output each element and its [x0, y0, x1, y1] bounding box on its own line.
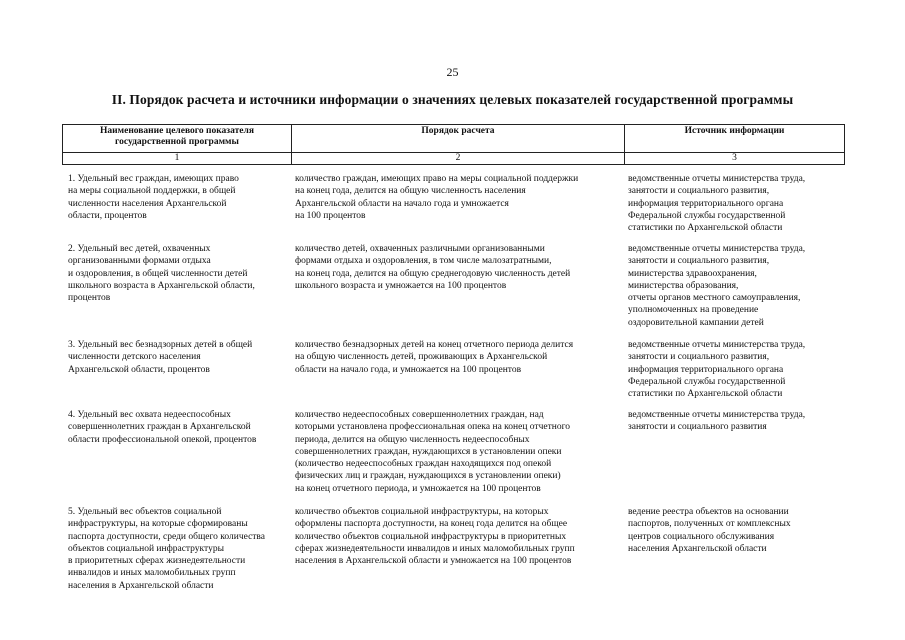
source-cell: ведение реестра объектов на основании паспортов, полученных от комплексных центров социального обслуживания населения Архангельской области — [628, 507, 791, 554]
source-cell: ведомственные отчеты министерства труда, занятости и социального развития, информация территориального органа Федеральной службы государственной статистики по Архангельской области — [628, 174, 806, 234]
column-number-1: 1 — [63, 153, 292, 165]
column-number-3: 3 — [625, 153, 845, 165]
calculation-cell: количество детей, охваченных различными организованными формами отдыха и оздоровления, в том числе малозатратными, на конец года, делится на общую среднегодовую численность детей школьного возраста и умножается на 100 процентов — [295, 244, 571, 291]
indicator-cell: 2. Удельный вес детей, охваченных организованными формами отдыха и оздоровления, в общей численности детей школьного возраста в Архангельской области, процентов — [68, 244, 255, 304]
calculation-cell: количество недееспособных совершеннолетних граждан, над которыми установлена профессиональная опека на конец отчетного периода, делится на общую численность недееспособных совершеннолетних граждан, нуждающихся в установлении опеки (количество недееспособных граждан находящихся под опекой физических лиц и граждан, нуждающихся в установлении опеки) на конец отчетного периода, и умножается на 100 процентов — [295, 410, 570, 494]
table-header — [62, 124, 845, 165]
column-number-row — [63, 153, 845, 165]
calculation-cell: количество объектов социальной инфраструктуры, на которых оформлены паспорта доступности, на конец года делится на общее количество объектов социальной инфраструктуры в приоритетных сферах жизнедеятельности инвалидов и иных маломобильных групп населения в Архангельской области и умножается на 100 процентов — [295, 507, 575, 567]
indicator-cell: 1. Удельный вес граждан, имеющих право на меры социальной поддержки, в общей численности населения Архангельской области, процентов — [68, 174, 239, 221]
source-cell: ведомственные отчеты министерства труда, занятости и социального развития — [628, 410, 806, 433]
indicator-cell: 3. Удельный вес безнадзорных детей в общей численности детского населения Архангельской области, процентов — [68, 340, 253, 375]
header-calculation: Порядок расчета — [292, 125, 625, 153]
calculation-cell: количество граждан, имеющих право на меры социальной поддержки на конец года, делится на общую численность населения Архангельской области на начало года и умножается на 100 процентов — [295, 174, 579, 221]
column-number-2: 2 — [292, 153, 625, 165]
indicator-cell: 5. Удельный вес объектов социальной инфраструктуры, на которые сформированы паспорта доступности, среди общего количества объектов социальной инфраструктуры в приоритетных сферах жизнедеятельности инвалидов и иных маломобильных групп населения в Архангельской области — [68, 507, 266, 591]
calculation-cell: количество безнадзорных детей на конец отчетного периода делится на общую численность детей, проживающих в Архангельской области на начало года, и умножается на 100 процентов — [295, 340, 574, 375]
source-cell: ведомственные отчеты министерства труда, занятости и социального развития, министерства здравоохранения, министерства образования, отчеты органов местного самоуправления, уполномоченных на проведение оздоровительной кампании детей — [628, 244, 806, 328]
header-source: Источник информации — [625, 125, 845, 153]
source-cell: ведомственные отчеты министерства труда, занятости и социального развития, информация территориального органа Федеральной службы государственной статистики по Архангельской области — [628, 340, 806, 400]
page-number: 25 — [446, 65, 459, 79]
indicator-cell: 4. Удельный вес охвата недееспособных совершеннолетних граждан в Архангельской области профессиональной опекой, процентов — [68, 410, 257, 445]
section-title: II. Порядок расчета и источники информации о значениях целевых показателей государственной программы — [111, 92, 794, 107]
header-indicator: Наименование целевого показателя государственной программы — [63, 125, 292, 153]
header-row — [63, 125, 845, 153]
